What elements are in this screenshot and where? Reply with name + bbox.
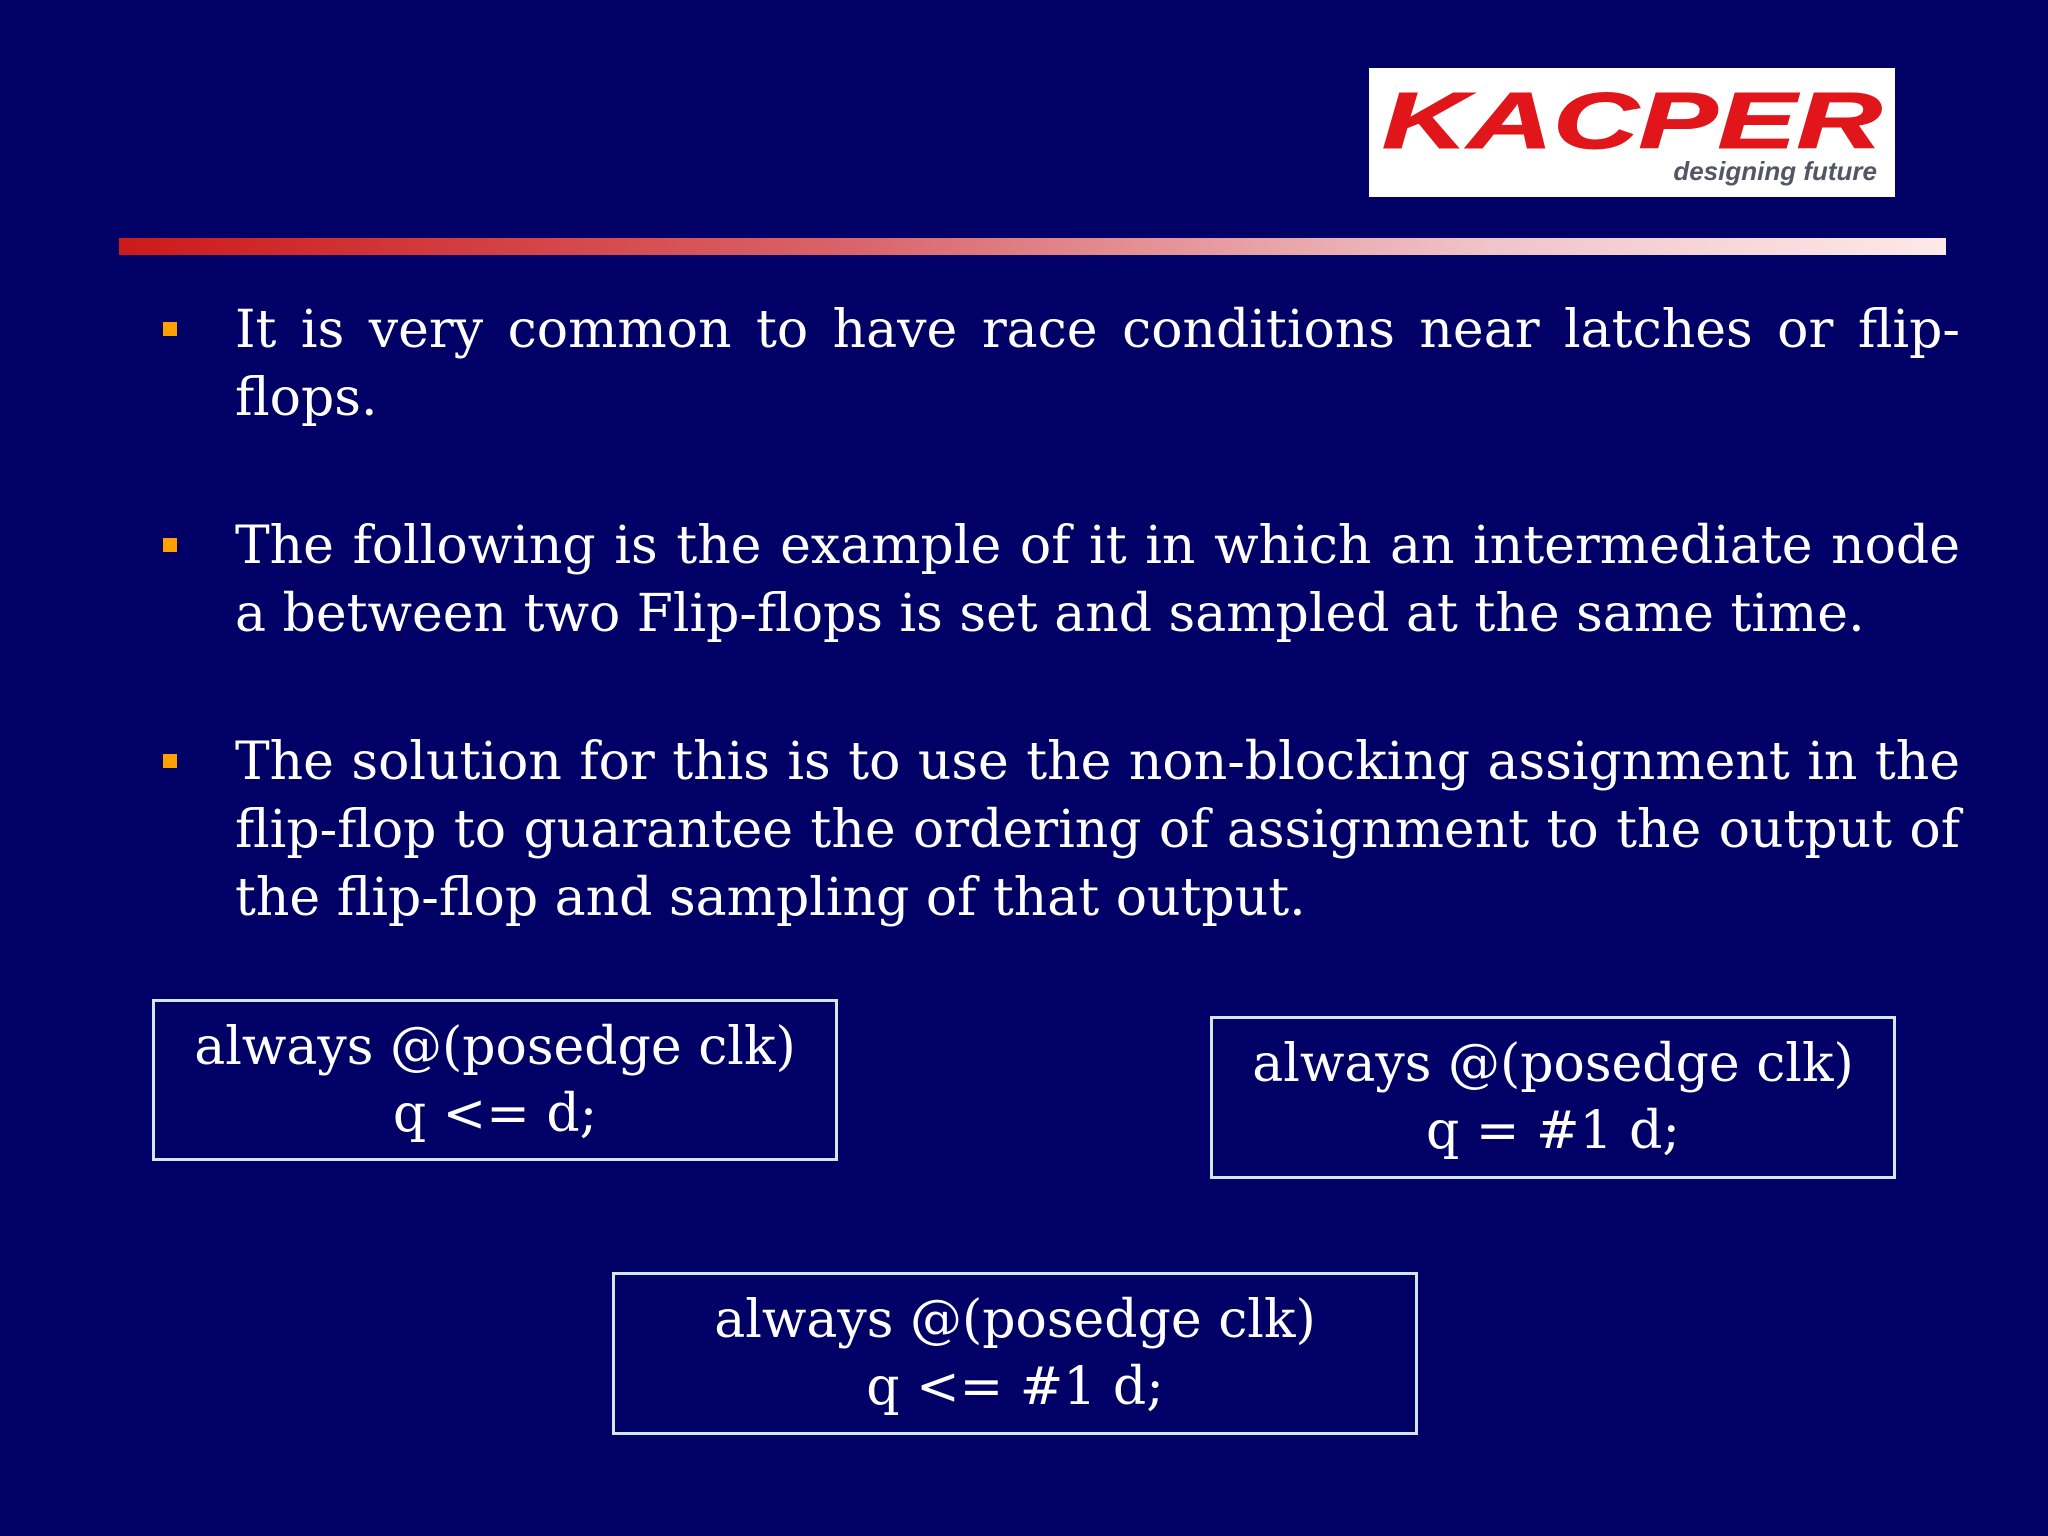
bullet-item xyxy=(160,728,1960,932)
kacper-logo-graphic xyxy=(1369,68,1895,197)
logo-wordmark: KACPER xyxy=(1382,76,1883,165)
square-bullet-icon xyxy=(163,754,177,768)
code-box-nonblocking-delay xyxy=(612,1272,1418,1435)
code-line: always @(posedge clk) xyxy=(194,1017,796,1077)
code-line: always @(posedge clk) xyxy=(1252,1034,1854,1094)
code-line: q <= #1 d; xyxy=(866,1357,1164,1417)
bullet-text: The following is the example of it in which an intermediate node a between two Flip-flops is set and sampled at the same time. xyxy=(235,516,1960,644)
square-bullet-icon xyxy=(163,322,177,336)
bullet-text: It is very common to have race conditions near latches or flip-flops. xyxy=(235,300,1960,428)
bullet-item xyxy=(160,296,1960,432)
code-box-blocking-delay xyxy=(1210,1016,1896,1179)
code-line: always @(posedge clk) xyxy=(714,1290,1316,1350)
code-line: q = #1 d; xyxy=(1426,1101,1680,1161)
square-bullet-icon xyxy=(163,538,177,552)
bullet-item xyxy=(160,512,1960,648)
title-divider xyxy=(119,238,1946,255)
bullet-text: The solution for this is to use the non-blocking assignment in the flip-flop to guarantee the ordering of assignment to the output of the flip-flop and sampling of that output. xyxy=(235,732,1960,928)
logo-tagline: designing future xyxy=(1673,156,1877,186)
bullet-list xyxy=(160,296,1960,1012)
code-box-nonblocking xyxy=(152,999,838,1161)
code-line: q <= d; xyxy=(392,1084,598,1144)
kacper-logo xyxy=(1369,68,1895,197)
